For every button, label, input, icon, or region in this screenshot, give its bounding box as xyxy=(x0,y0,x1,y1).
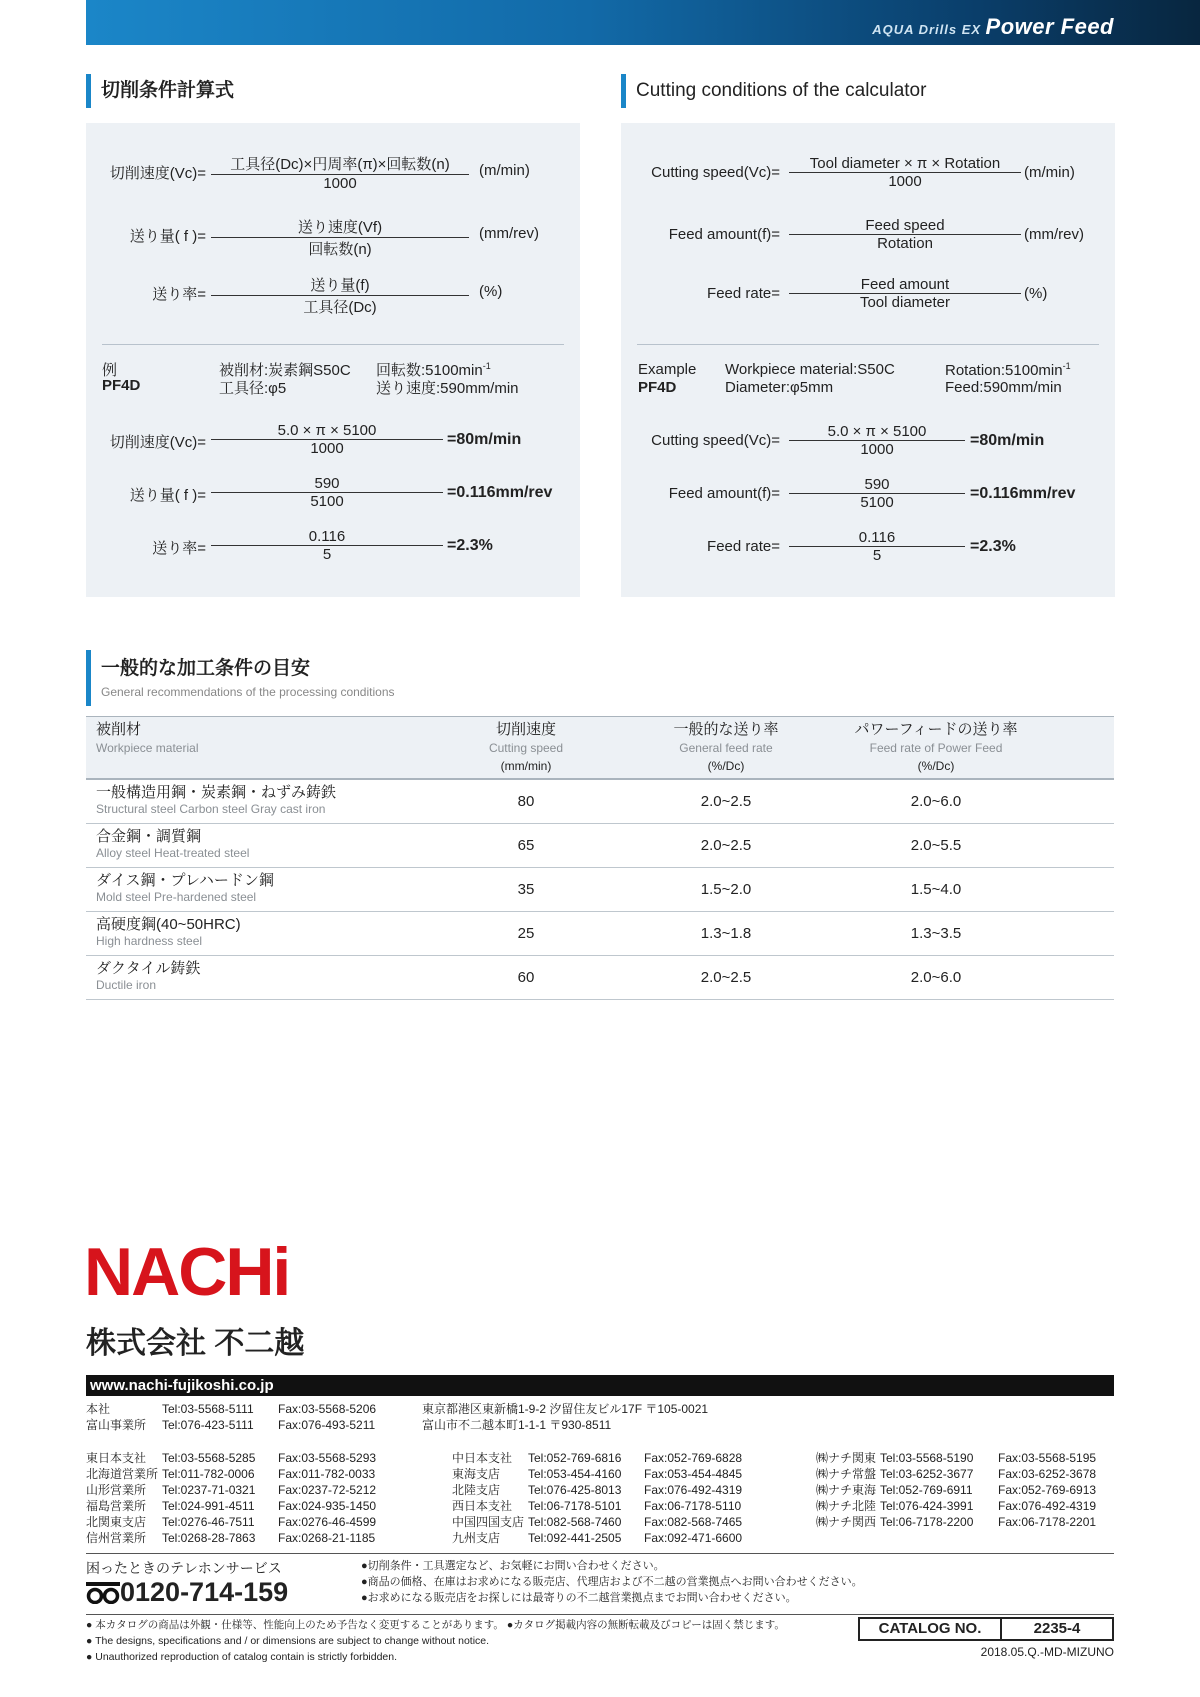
table-row xyxy=(86,912,1114,956)
formula-label: Feed amount(f)= xyxy=(668,226,780,243)
office-entry: ㈱ナチ北陸 Tel:076-424-3991 Fax:076-492-4319 xyxy=(816,1499,1097,1513)
divider xyxy=(637,344,1099,345)
example-tool: PF4D xyxy=(638,379,677,396)
office-entry: 福島営業所 Tel:024-991-4511 Fax:024-935-1450 xyxy=(86,1499,377,1513)
calc-result: =80m/min xyxy=(447,431,522,448)
office-entry: ㈱ナチ関東 Tel:03-5568-5190 Fax:03-5568-5195 xyxy=(816,1451,1097,1465)
power-feed-cell: 2.0~6.0 xyxy=(910,793,962,810)
general-feed-cell: 2.0~2.5 xyxy=(700,793,752,810)
formula-unit: (m/min) xyxy=(479,162,530,179)
material-cell: 高硬度鋼(40~50HRC) High hardness steel xyxy=(96,916,241,948)
formula-label: Cutting speed(Vc)= xyxy=(651,164,780,181)
example-tool: PF4D xyxy=(102,377,141,394)
calc-label: 送り率= xyxy=(152,540,206,557)
formula-label: 送り量( f )= xyxy=(129,228,206,245)
calc-label: Feed rate= xyxy=(707,538,780,555)
material-cell: ダクタイル鋳鉄 Ductile iron xyxy=(96,960,201,992)
office-entry: 本社 Tel:03-5568-5111 Fax:03-5568-5206 東京都港区東新橋1-9-2 汐留住友ビル17F 〒105-0021 xyxy=(86,1402,709,1416)
example-rotation: $Rotation:5100\min^{-1}$ xyxy=(945,361,1071,379)
calc-label: 切削速度(Vc)= xyxy=(109,434,206,451)
office-entry: 北関東支店 Tel:0276-46-7511 Fax:0276-46-4599 xyxy=(86,1515,377,1529)
example-label: 例 xyxy=(102,362,118,379)
conditions-heading xyxy=(86,650,395,706)
table-row xyxy=(86,824,1114,868)
table-body xyxy=(86,780,1114,1000)
formula-unit: (mm/rev) xyxy=(1024,226,1084,243)
material-cell: 合金鋼・調質鋼 Alloy steel Heat-treated steel xyxy=(96,828,250,860)
power-feed-cell: 2.0~5.5 xyxy=(910,837,962,854)
general-feed-cell: 2.0~2.5 xyxy=(700,837,752,854)
speed-cell: 60 xyxy=(517,969,535,986)
calc-fraction: $\frac{5.0 \times \pi \times 5100}{1000}$ xyxy=(789,423,965,458)
power-feed-cell: 1.3~3.5 xyxy=(910,925,962,942)
speed-cell: 80 xyxy=(517,793,535,810)
formula-fraction: 工具径(Dc)×円周率(π)×回転数(n) 1000 xyxy=(211,153,469,192)
en-formula-panel xyxy=(621,123,1115,597)
phone-number[interactable]: 0120-714-159 xyxy=(86,1577,288,1608)
jp-formula-panel xyxy=(86,123,580,597)
conditions-title: 一般的な加工条件の目安 xyxy=(101,658,311,679)
calc-fraction: $\frac{590}{5100}$ xyxy=(211,475,443,510)
calc-fraction: $\frac{590}{5100}$ xyxy=(789,476,965,511)
calc-label: Cutting speed(Vc)= xyxy=(651,432,780,449)
speed-cell: 35 xyxy=(517,881,535,898)
office-entry: 東海支店 Tel:053-454-4160 Fax:053-454-4845 xyxy=(452,1467,743,1481)
calc-result: =0.116mm/rev xyxy=(970,485,1076,502)
office-entry: ㈱ナチ常盤 Tel:03-6252-3677 Fax:03-6252-3678 xyxy=(816,1467,1097,1481)
catalog-number: 2235-4 xyxy=(1033,1620,1081,1637)
formula-unit: (mm/rev) xyxy=(479,225,539,242)
header-cell-speed: 切削速度 Cutting speed (mm/min) xyxy=(488,721,564,773)
material-cell: 一般構造用鋼・炭素鋼・ねずみ鋳鉄 Structural steel Carbon steel Gray cast iron xyxy=(96,784,337,816)
example-diameter: 工具径:φ5 xyxy=(219,380,287,397)
table-row xyxy=(86,956,1114,1000)
company-url[interactable]: www.nachi-fujikoshi.co.jp xyxy=(86,1375,1114,1396)
header-cell-material: 被削材 Workpiece material xyxy=(96,721,199,755)
material-cell: ダイス鋼・プレハードン鋼 Mold steel Pre-hardened steel xyxy=(96,872,274,904)
head-offices xyxy=(86,1401,708,1433)
formula-label: Feed rate= xyxy=(707,285,780,302)
office-entry: 東日本支社 Tel:03-5568-5285 Fax:03-5568-5293 xyxy=(86,1451,377,1465)
formula-fraction: Feed speed Rotation xyxy=(789,217,1021,252)
office-entry: 中国四国支店 Tel:082-568-7460 Fax:082-568-7465 xyxy=(452,1515,743,1529)
header-cell-general-feed: 一般的な送り率 General feed rate (%/Dc) xyxy=(673,721,779,773)
general-feed-cell: 1.5~2.0 xyxy=(700,881,752,898)
formula-fraction: Feed amount Tool diameter xyxy=(789,276,1021,311)
calc-fraction: $\frac{5.0 \times \pi \times 5100}{1000}$ xyxy=(211,422,443,457)
nachi-logo xyxy=(84,1237,314,1304)
office-entry: 富山事業所 Tel:076-423-5111 Fax:076-493-5211 富山市不二越本町1-1-1 〒930-8511 xyxy=(86,1418,612,1432)
disclaimers: ● 本カタログの商品は外観・仕様等、性能向上のため予告なく変更することがあります。 ●カタログ掲載内容の無断転載及びコピーは固く禁じます。 ● The designs, specifications and / or dimensions are subject to change without notice. ● Unauthorized reproduction of catalog contain is strictly forbidden. xyxy=(86,1619,785,1663)
nachi-logo-mark xyxy=(84,1237,314,1299)
freedial-icon xyxy=(86,1582,120,1604)
office-entry: 西日本支社 Tel:06-7178-5101 Fax:06-7178-5110 xyxy=(452,1499,742,1513)
formula-fraction: 送り量(f) 工具径(Dc) xyxy=(211,274,469,317)
power-feed-cell: 2.0~6.0 xyxy=(910,969,962,986)
divider xyxy=(86,1614,1114,1615)
calc-result: =0.116mm/rev xyxy=(447,484,553,501)
speed-cell: 65 xyxy=(517,837,535,854)
svg-text:NACHi: NACHi xyxy=(84,1237,290,1299)
catalog-number-box xyxy=(858,1617,1114,1641)
formula-unit: (%) xyxy=(479,283,503,300)
service-notes: ●切削条件・工具選定など、お気軽にお問い合わせください。 ●商品の価格、在庫はお求めになる販売店、代理店および不二越の営業拠点へお問い合わせください。 ●お求めになる販売店をお探しには最寄りの不二越営業拠点までお問い合わせください。 xyxy=(361,1560,863,1604)
formula-label: 送り率= xyxy=(152,286,206,303)
offices-col2 xyxy=(452,1450,784,1546)
example-material: 被削材:炭素鋼S50C xyxy=(219,362,351,379)
calc-result: =80m/min xyxy=(970,432,1045,449)
calc-fraction: $\frac{0.116}{5}$ xyxy=(211,528,443,563)
calc-result: =2.3% xyxy=(970,538,1016,555)
catalog-date: 2018.05.Q.-MD-MIZUNO xyxy=(980,1645,1114,1659)
calc-label: 送り量( f )= xyxy=(129,487,206,504)
calc-result: =2.3% xyxy=(447,537,493,554)
general-feed-cell: 2.0~2.5 xyxy=(700,969,752,986)
catalog-label: CATALOG NO. xyxy=(860,1619,1002,1639)
table-row xyxy=(86,868,1114,912)
office-entry: 九州支店 Tel:092-441-2505 Fax:092-471-6600 xyxy=(452,1531,743,1545)
general-feed-cell: 1.3~1.8 xyxy=(700,925,752,942)
formula-label: 切削速度(Vc)= xyxy=(109,165,206,182)
example-diameter: Diameter:φ5mm xyxy=(725,379,834,396)
example-rotation: 回転数$:5100\min^{-1}$ xyxy=(376,361,491,379)
power-feed-cell: 1.5~4.0 xyxy=(910,881,962,898)
office-entry: 中日本支社 Tel:052-769-6816 Fax:052-769-6828 xyxy=(452,1451,743,1465)
conditions-table xyxy=(86,716,1114,1000)
formula-unit: (%) xyxy=(1024,285,1048,302)
brand-title: AQUA Drills EX Power Feed xyxy=(872,14,1114,39)
example-feed: 送り速度:590mm/min xyxy=(376,380,519,397)
formula-unit: (m/min) xyxy=(1024,164,1075,181)
office-entry: ㈱ナチ関西 Tel:06-7178-2200 Fax:06-7178-2201 xyxy=(816,1515,1097,1529)
header-cell-power-feed: パワーフィードの送り率 Feed rate of Power Feed (%/Dc) xyxy=(854,721,1018,773)
office-entry: 北陸支店 Tel:076-425-8013 Fax:076-492-4319 xyxy=(452,1483,743,1497)
office-entry: 北海道営業所 Tel:011-782-0006 Fax:011-782-0033 xyxy=(86,1467,376,1481)
office-entry: ㈱ナチ東海 Tel:052-769-6911 Fax:052-769-6913 xyxy=(816,1483,1097,1497)
telephone-service-label: 困ったときのテレホンサービス xyxy=(86,1560,282,1576)
calc-fraction: $\frac{0.116}{5}$ xyxy=(789,529,965,564)
example-feed: Feed:590mm/min xyxy=(945,379,1062,396)
divider xyxy=(102,344,564,345)
section-title-en-formula: Cutting conditions of the calculator xyxy=(621,74,926,108)
divider xyxy=(86,1553,1114,1554)
office-entry: 信州営業所 Tel:0268-28-7863 Fax:0268-21-1185 xyxy=(86,1531,376,1545)
conditions-subtitle: General recommendations of the processing conditions xyxy=(101,685,395,699)
example-material: Workpiece material:S50C xyxy=(725,361,895,378)
offices-col1 xyxy=(86,1450,418,1546)
formula-fraction: 送り速度(Vf) 回転数(n) xyxy=(211,216,469,259)
calc-label: Feed amount(f)= xyxy=(668,485,780,502)
offices-col3 xyxy=(816,1450,1114,1530)
office-entry: 山形営業所 Tel:0237-71-0321 Fax:0237-72-5212 xyxy=(86,1483,377,1497)
formula-fraction: Tool diameter × π × Rotation 1000 xyxy=(789,155,1021,190)
table-header xyxy=(86,716,1114,780)
section-title-jp-formula: 切削条件計算式 xyxy=(86,74,234,108)
company-name: 株式会社 不二越 xyxy=(86,1327,305,1360)
table-row xyxy=(86,780,1114,824)
example-label: Example xyxy=(638,361,697,378)
speed-cell: 25 xyxy=(517,925,535,942)
